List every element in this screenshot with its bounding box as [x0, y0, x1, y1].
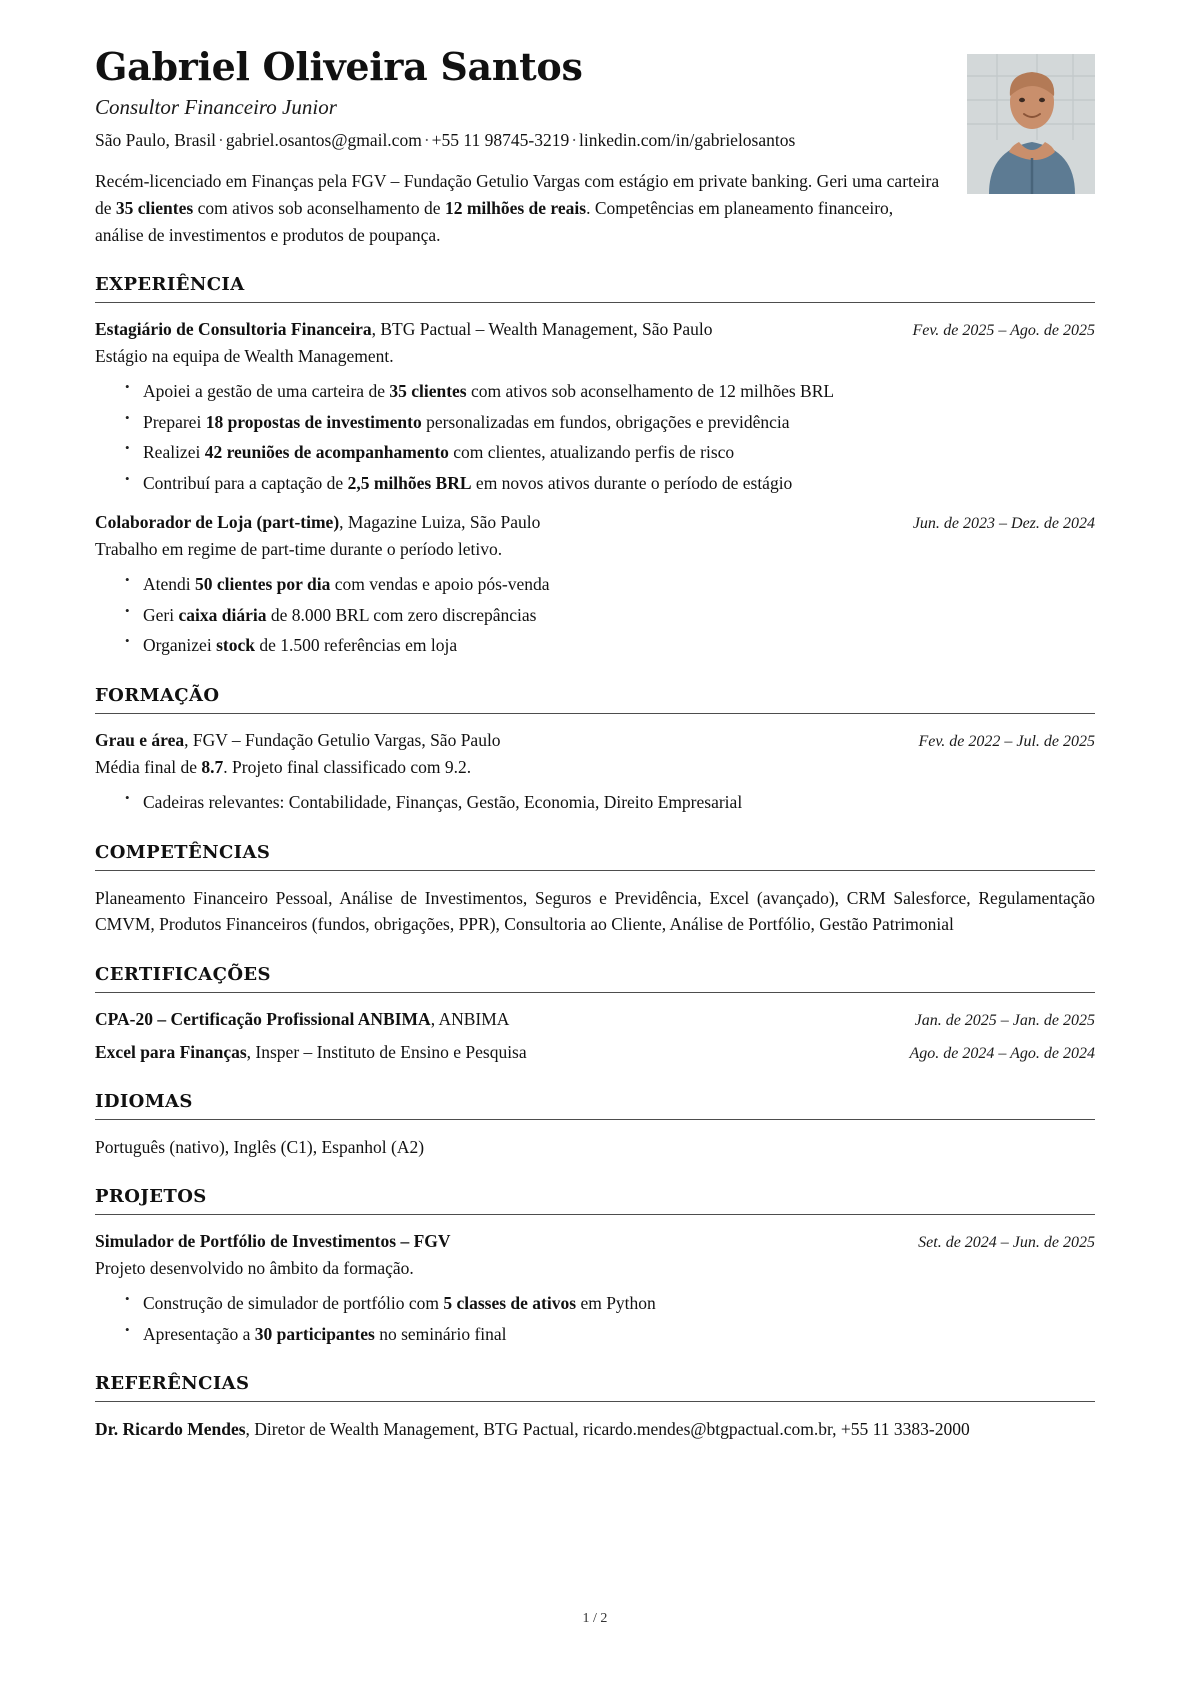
- bullet-text-post: com clientes, atualizando perfis de risco: [448, 442, 735, 463]
- summary-text-3: . Competências em planeamento financeiro, análise de investimentos e produtos de poupança.: [95, 197, 894, 245]
- entry-header: [95, 317, 1095, 342]
- section-title-references: REFERÊNCIAS: [95, 1373, 250, 1395]
- bullet-text-pre: Organizei: [143, 635, 217, 656]
- page-indicator: 1 / 2: [582, 1611, 608, 1626]
- section-certifications: [95, 964, 1095, 1065]
- bullet-highlight: 42 reuniões de acompanhamento: [204, 442, 449, 463]
- bullet-highlight: 30 participantes: [254, 1323, 375, 1344]
- entry-bullets: [95, 571, 1095, 659]
- section-divider: [95, 1119, 1095, 1120]
- entry-role: Colaborador de Loja (part-time): [95, 512, 340, 533]
- entry-header: [95, 1007, 1095, 1032]
- section-divider: [95, 992, 1095, 993]
- entry-title: [95, 1040, 527, 1065]
- reference-entry: [95, 1416, 1095, 1443]
- candidate-role: Consultor Financeiro Junior: [95, 94, 337, 119]
- bullet-text-pre: Contribuí para a captação de: [143, 472, 348, 493]
- entry-company: , BTG Pactual – Wealth Management, São Paulo: [371, 319, 713, 340]
- bullet-highlight: 5 classes de ativos: [443, 1293, 577, 1314]
- entry-header: [95, 510, 1095, 535]
- bullet-text-pre: Preparei: [143, 411, 206, 432]
- profile-summary: [95, 168, 940, 248]
- project-name: Simulador de Portfólio de Investimentos – FGV: [95, 1231, 451, 1252]
- entry-title: [95, 317, 713, 342]
- entry-header: [95, 1229, 1095, 1254]
- section-title-education: FORMAÇÃO: [95, 685, 220, 707]
- section-title-languages: IDIOMAS: [95, 1090, 193, 1112]
- list-item: [125, 1290, 1095, 1317]
- entry-date: Jun. de 2023 – Dez. de 2024: [912, 515, 1095, 533]
- bullet-text-pre: Apoiei a gestão de uma carteira de: [143, 381, 390, 402]
- skills-text: Planeamento Financeiro Pessoal, Análise de Investimentos, Seguros e Previdência, Excel (avançado), CRM Salesforce, Regulamentação CMVM, Produtos Financeiros (fundos, obrigações, PPR), Consultoria ao Cliente, Análise de Portfólio, Gestão Patrimonial: [95, 887, 1095, 935]
- section-divider: [95, 1214, 1095, 1215]
- section-divider: [95, 713, 1095, 714]
- entry-date: Fev. de 2025 – Ago. de 2025: [912, 322, 1095, 340]
- summary-text-2: com ativos sob aconselhamento de: [193, 197, 445, 218]
- bullet-text-pre: Realizei: [143, 442, 205, 463]
- section-languages: [95, 1091, 1095, 1161]
- section-projects: [95, 1186, 1095, 1347]
- section-title-projects: PROJETOS: [95, 1186, 207, 1208]
- entry-subtitle: Trabalho em regime de part-time durante o período letivo.: [95, 538, 503, 559]
- entry-title: [95, 510, 540, 535]
- list-item: [125, 1321, 1095, 1348]
- section-title-skills: COMPETÊNCIAS: [95, 841, 271, 863]
- bullet-text-post: com vendas e apoio pós-venda: [330, 574, 550, 595]
- contact-line: [95, 129, 1095, 153]
- bullet-text-pre: Atendi: [143, 574, 196, 595]
- entry-degree: Grau e área: [95, 730, 185, 751]
- education-entry: [95, 728, 1095, 815]
- project-entry: [95, 1229, 1095, 1347]
- certification-issuer: , ANBIMA: [430, 1008, 510, 1029]
- section-references: [95, 1373, 1095, 1443]
- bullet-text-post: personalizadas em fundos, obrigações e previdência: [421, 411, 790, 432]
- entry-title: [95, 1229, 451, 1254]
- contact-email[interactable]: gabriel.osantos@gmail.com: [225, 129, 422, 150]
- bullet-highlight: stock: [216, 635, 255, 656]
- section-title-certifications: CERTIFICAÇÕES: [95, 963, 271, 985]
- grade-text-pre: Média final de: [95, 756, 202, 777]
- entry-date: Jan. de 2025 – Jan. de 2025: [914, 1011, 1095, 1029]
- entry-date: Fev. de 2022 – Jul. de 2025: [918, 733, 1095, 751]
- entry-subtitle: Projeto desenvolvido no âmbito da formação.: [95, 1257, 414, 1278]
- entry-title: [95, 1007, 509, 1032]
- section-skills: [95, 842, 1095, 938]
- bullet-text-post: com ativos sob aconselhamento de 12 milhões BRL: [466, 381, 835, 402]
- summary-highlight-2: 12 milhões de reais: [444, 197, 587, 218]
- entry-role: Estagiário de Consultoria Financeira: [95, 319, 372, 340]
- languages-text: Português (nativo), Inglês (C1), Espanhol (A2): [95, 1136, 425, 1157]
- bullet-text-pre: Cadeiras relevantes: Contabilidade, Finanças, Gestão, Economia, Direito Empresarial: [143, 791, 743, 812]
- grade-value: 8.7: [201, 756, 224, 777]
- list-item: [125, 439, 1095, 466]
- entry-bullets: [95, 1290, 1095, 1347]
- list-item: [125, 571, 1095, 598]
- bullet-text-post: de 1.500 referências em loja: [254, 635, 458, 656]
- contact-linkedin[interactable]: linkedin.com/in/gabrielosantos: [579, 129, 796, 150]
- contact-phone[interactable]: +55 11 98745-3219: [431, 129, 570, 150]
- entry-bullets: [95, 378, 1095, 496]
- entry-header: [95, 728, 1095, 753]
- experience-entry: [95, 317, 1095, 496]
- grade-text-post: . Projeto final classificado com 9.2.: [223, 756, 472, 777]
- certification-name: CPA-20 – Certificação Profissional ANBIMA: [95, 1008, 431, 1029]
- entry-header: [95, 1040, 1095, 1065]
- contact-separator-1: ·: [218, 129, 224, 150]
- list-item: [125, 409, 1095, 436]
- bullet-highlight: 18 propostas de investimento: [205, 411, 422, 432]
- list-item: [125, 470, 1095, 497]
- entry-company: , Magazine Luiza, São Paulo: [339, 512, 541, 533]
- resume-header: [95, 46, 1095, 248]
- bullet-highlight: 35 clientes: [389, 381, 467, 402]
- section-divider: [95, 302, 1095, 303]
- certification-issuer: , Insper – Instituto de Ensino e Pesquisa: [246, 1042, 527, 1063]
- section-divider: [95, 1401, 1095, 1402]
- list-item: [125, 378, 1095, 405]
- entry-date: Ago. de 2024 – Ago. de 2024: [909, 1045, 1095, 1063]
- list-item: [125, 602, 1095, 629]
- certification-entry: [95, 1040, 1095, 1065]
- entry-subtitle: [95, 755, 1095, 780]
- entry-subtitle: Estágio na equipa de Wealth Management.: [95, 345, 394, 366]
- bullet-text-post: no seminário final: [374, 1323, 507, 1344]
- entry-date: Set. de 2024 – Jun. de 2025: [918, 1234, 1095, 1252]
- section-title-experience: EXPERIÊNCIA: [95, 274, 245, 296]
- summary-highlight-1: 35 clientes: [115, 197, 194, 218]
- entry-title: [95, 728, 501, 753]
- section-divider: [95, 870, 1095, 871]
- bullet-text-post: em Python: [576, 1293, 656, 1314]
- reference-name: Dr. Ricardo Mendes: [95, 1419, 246, 1440]
- certification-name: Excel para Finanças: [95, 1042, 247, 1063]
- bullet-text-post: de 8.000 BRL com zero discrepâncias: [266, 604, 537, 625]
- bullet-text-pre: Apresentação a: [143, 1323, 255, 1344]
- bullet-text-pre: Construção de simulador de portfólio com: [143, 1293, 444, 1314]
- contact-separator-3: ·: [571, 129, 578, 150]
- experience-entry: [95, 510, 1095, 659]
- bullet-highlight: 50 clientes por dia: [195, 574, 331, 595]
- section-experience: [95, 274, 1095, 659]
- list-item: [125, 789, 1095, 816]
- entry-institution: , FGV – Fundação Getulio Vargas, São Paulo: [184, 730, 501, 751]
- bullet-text-pre: Geri: [143, 604, 179, 625]
- contact-location: São Paulo, Brasil: [95, 129, 217, 150]
- candidate-photo: [967, 54, 1095, 194]
- reference-details: , Diretor de Wealth Management, BTG Pactual, ricardo.mendes@btgpactual.com.br, +55 11 3383-2000: [245, 1419, 970, 1440]
- bullet-text-post: em novos ativos durante o período de estágio: [471, 472, 793, 493]
- summary-text-1: Recém-licenciado em Finanças pela FGV – Fundação Getulio Vargas com estágio em private banking. Geri uma carteira de: [95, 171, 940, 218]
- entry-bullets: [95, 789, 1095, 816]
- section-education: [95, 685, 1095, 815]
- candidate-name: Gabriel Oliveira Santos: [95, 44, 583, 89]
- bullet-highlight: caixa diária: [178, 604, 267, 625]
- certification-entry: [95, 1007, 1095, 1032]
- bullet-highlight: 2,5 milhões BRL: [347, 472, 472, 493]
- contact-separator-2: ·: [423, 129, 430, 150]
- list-item: [125, 632, 1095, 659]
